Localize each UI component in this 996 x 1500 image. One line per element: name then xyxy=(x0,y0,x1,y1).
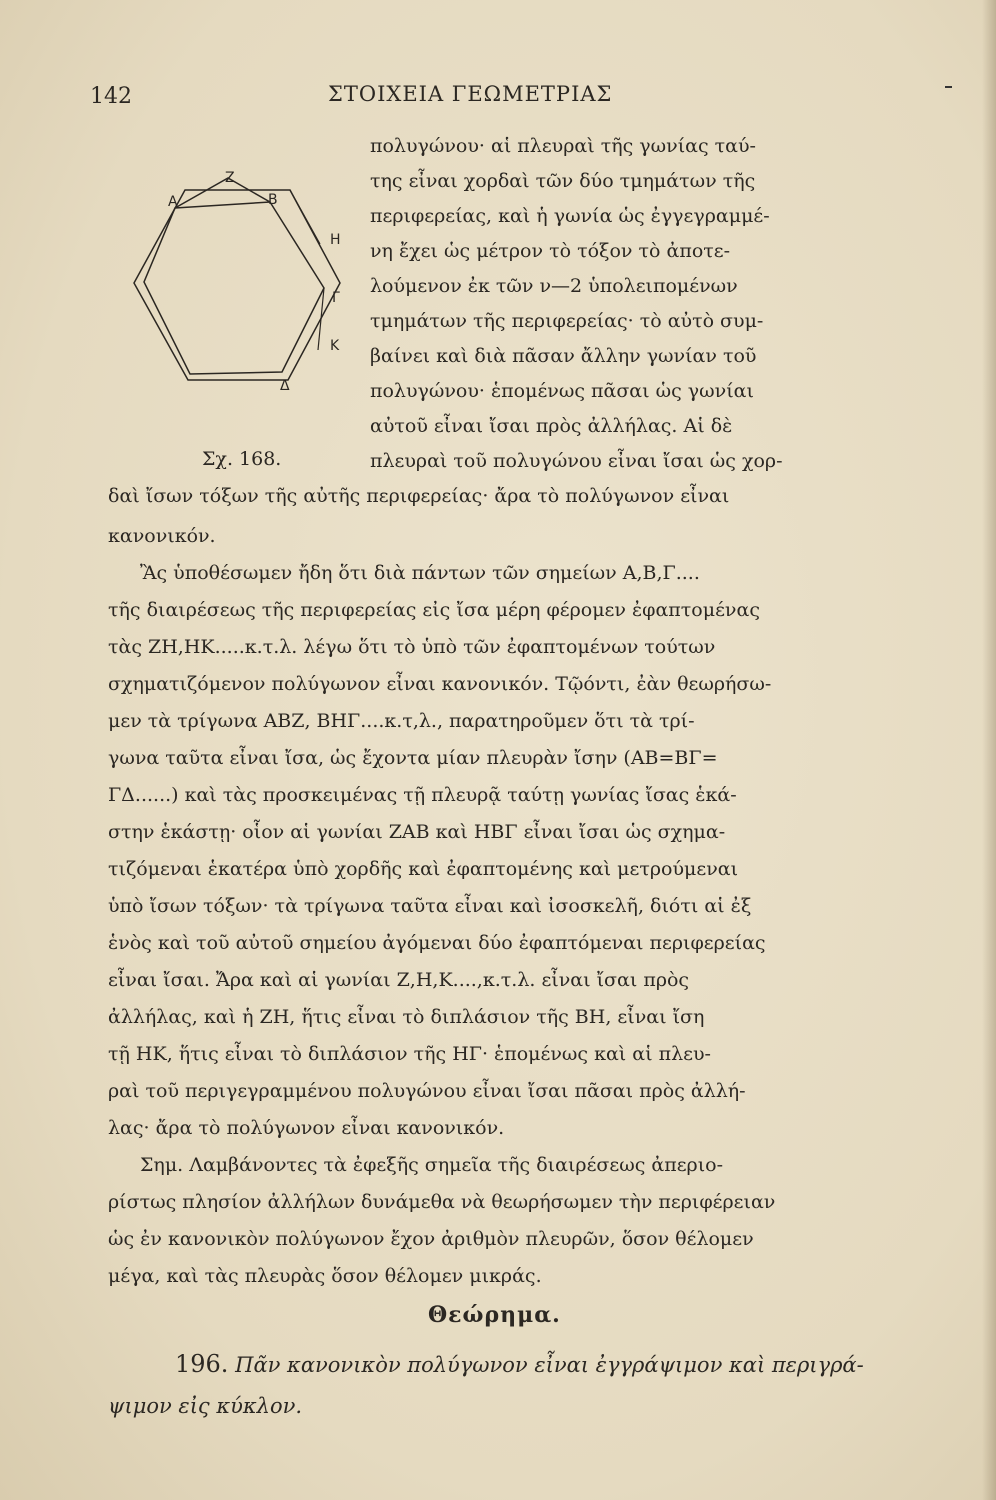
body-line: ρίστως πλησίον ἀλλήλων δυνάμεθα νὰ θεωρήσωμεν τὴν περιφέρειαν xyxy=(108,1191,776,1213)
body-line: Σημ. Λαμβάνοντες τὰ ἐφεξῆς σημεῖα τῆς διαιρέσεως ἀπεριο- xyxy=(140,1154,724,1176)
label-k: K xyxy=(330,338,340,354)
body-line: βαίνει καὶ διὰ πᾶσαν ἄλλην γωνίαν τοῦ xyxy=(370,345,757,367)
body-line: ὑπὸ ἴσων τόξων· τὰ τρίγωνα ταῦτα εἶναι καὶ ἰσοσκελῆ, διότι αἱ ἐξ xyxy=(108,895,752,917)
label-gamma: Γ xyxy=(332,290,340,306)
body-line: ἀλλήλας, καὶ ἡ ΖΗ, ἥτις εἶναι τὸ διπλάσιον τῆς ΒΗ, εἶναι ἴση xyxy=(108,1006,705,1028)
label-z: Z xyxy=(225,170,235,186)
body-line: λας· ἄρα τὸ πολύγωνον εἶναι κανονικόν. xyxy=(108,1117,505,1139)
theorem-number: 196. xyxy=(175,1350,229,1378)
body-line: ἑνὸς καὶ τοῦ αὐτοῦ σημείου ἀγόμεναι δύο ἐφαπτόμεναι περιφερείας xyxy=(108,932,766,954)
body-line: στην ἑκάστῃ· οἷον αἱ γωνίαι ΖΑΒ καὶ ΗΒΓ εἶναι ἴσαι ὡς σχημα- xyxy=(108,821,726,843)
page-gutter-shadow xyxy=(982,0,996,1500)
section-heading: Θεώρημα. xyxy=(428,1302,561,1328)
circumscribed-hexagon xyxy=(134,190,340,380)
body-line: πλευραὶ τοῦ πολυγώνου εἶναι ἴσαι ὡς χορ- xyxy=(370,450,783,472)
body-line: γωνα ταῦτα εἶναι ἴσα, ὡς ἔχοντα μίαν πλευρὰν ἴσην (ΑΒ=ΒΓ= xyxy=(108,747,718,769)
body-line: πολυγώνου· ἑπομένως πᾶσαι ὡς γωνίαι xyxy=(370,380,754,402)
figure-caption: Σχ. 168. xyxy=(202,448,282,470)
body-line: ΓΔ......) καὶ τὰς προσκειμένας τῇ πλευρᾷ ταύτῃ γωνίας ἴσας ἑκά- xyxy=(108,784,737,806)
label-b: B xyxy=(268,192,278,208)
body-line: της εἶναι χορδαὶ τῶν δύο τμημάτων τῆς xyxy=(370,170,756,192)
label-h: H xyxy=(330,232,341,248)
body-line: Ἂς ὑποθέσωμεν ἤδη ὅτι διὰ πάντων τῶν σημείων Α,Β,Γ.... xyxy=(140,562,700,584)
page-number: 142 xyxy=(90,84,132,109)
geometry-figure-168 xyxy=(120,160,360,410)
body-line: ὡς ἐν κανονικὸν πολύγωνον ἔχον ἀριθμὸν πλευρῶν, ὅσον θέλομεν xyxy=(108,1228,754,1250)
theorem-text-1: Πᾶν κανονικὸν πολύγωνον εἶναι ἐγγράψιμον καὶ περιγρά- xyxy=(235,1353,864,1377)
body-line: πολυγώνου· αἱ πλευραὶ τῆς γωνίας ταύ- xyxy=(370,135,756,157)
body-line: λούμενον ἐκ τῶν ν—2 ὑπολειπομένων xyxy=(370,275,738,297)
body-line: τῆς διαιρέσεως τῆς περιφερείας εἰς ἴσα μέρη φέρομεν ἐφαπτομένας xyxy=(108,599,760,621)
body-line: μέγα, καὶ τὰς πλευρὰς ὅσον θέλομεν μικράς. xyxy=(108,1265,542,1287)
body-line: τῇ ΗΚ, ἥτις εἶναι τὸ διπλάσιον τῆς ΗΓ· ἑπομένως καὶ αἱ πλευ- xyxy=(108,1043,711,1065)
body-line: σχηματιζόμενον πολύγωνον εἶναι κανονικόν. Τῷόντι, ἐὰν θεωρήσω- xyxy=(108,673,772,695)
label-a: A xyxy=(168,194,178,210)
body-line: τὰς ΖΗ,ΗΚ.....κ.τ.λ. λέγω ὅτι τὸ ὑπὸ τῶν ἐφαπτομένων τούτων xyxy=(108,636,716,658)
body-line: εἶναι ἴσαι. Ἄρα καὶ αἱ γωνίαι Ζ,Η,Κ....,κ.τ.λ. εἶναι ἴσαι πρὸς xyxy=(108,969,690,991)
body-line: τμημάτων τῆς περιφερείας· τὸ αὐτὸ συμ- xyxy=(370,310,764,332)
body-line: αὐτοῦ εἶναι ἴσαι πρὸς ἀλλήλας. Αἱ δὲ xyxy=(370,415,733,437)
body-line: μεν τὰ τρίγωνα ΑΒΖ, ΒΗΓ....κ.τ,λ., παρατηροῦμεν ὅτι τὰ τρί- xyxy=(108,710,695,732)
tangent-line-bh xyxy=(290,190,320,244)
theorem-line-1 xyxy=(175,1350,864,1378)
margin-mark xyxy=(945,86,952,88)
body-line: περιφερείας, καὶ ἡ γωνία ὡς ἐγγεγραμμέ- xyxy=(370,205,770,227)
body-line: νη ἔχει ὡς μέτρον τὸ τόξον τὸ ἀποτε- xyxy=(370,240,731,262)
hexagon-diagram xyxy=(120,160,360,410)
body-line: δαὶ ἴσων τόξων τῆς αὐτῆς περιφερείας· ἄρα τὸ πολύγωνον εἶναι xyxy=(108,485,730,507)
body-line: τιζόμεναι ἑκατέρα ὑπὸ χορδῆς καὶ ἐφαπτομένης καὶ μετρούμεναι xyxy=(108,858,739,880)
body-line: κανονικόν. xyxy=(108,525,216,547)
body-line: ραὶ τοῦ περιγεγραμμένου πολυγώνου εἶναι ἴσαι πᾶσαι πρὸς ἀλλή- xyxy=(108,1080,746,1102)
running-title: ΣΤΟΙΧΕΙΑ ΓΕΩΜΕΤΡΙΑΣ xyxy=(328,82,613,106)
label-delta: Δ xyxy=(280,378,290,394)
theorem-line-2: ψιμον εἰς κύκλον. xyxy=(108,1394,303,1418)
